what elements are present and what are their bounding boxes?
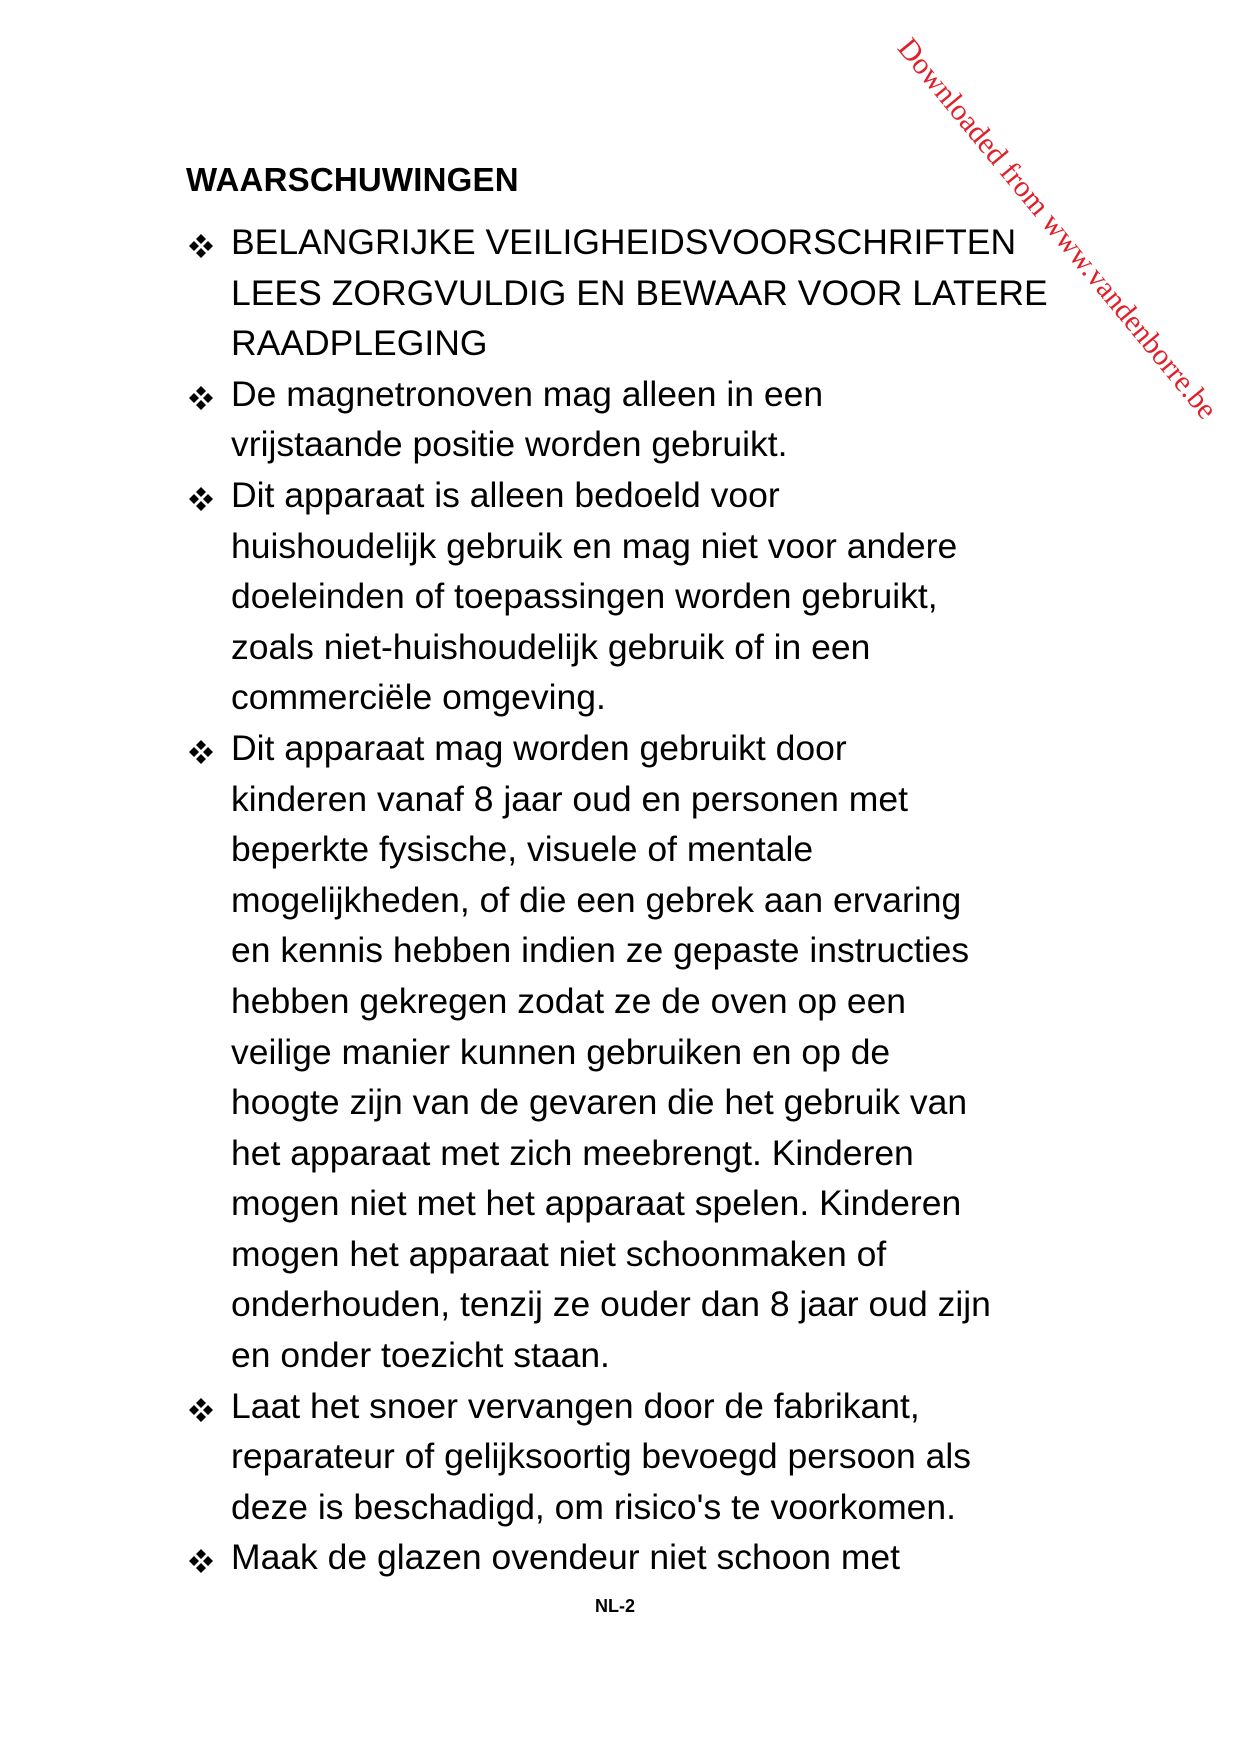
text-line: huishoudelijk gebruik en mag niet voor andere xyxy=(231,525,958,566)
text-line: veilige manier kunnen gebruiken en op de xyxy=(231,1031,891,1072)
text-line: mogen het apparaat niet schoonmaken of xyxy=(231,1233,887,1274)
four-diamond-bullet-icon xyxy=(188,385,214,411)
text-line: LEES ZORGVULDIG EN BEWAAR VOOR LATERE xyxy=(231,272,1048,313)
text-line: vrijstaande positie worden gebruikt. xyxy=(231,424,788,465)
text-line: De magnetronoven mag alleen in een xyxy=(231,373,824,414)
page-number: NL-2 xyxy=(595,1596,635,1616)
four-diamond-bullet-icon xyxy=(188,1548,214,1574)
text-line: BELANGRIJKE VEILIGHEIDSVOORSCHRIFTEN xyxy=(231,222,1017,262)
download-watermark: Downloaded from www.vandenborre.be xyxy=(891,31,1224,426)
section-title: WAARSCHUWINGEN xyxy=(186,161,519,198)
list-item xyxy=(188,1381,1048,1533)
text-line: en onder toezicht staan. xyxy=(231,1335,610,1376)
text-line: het apparaat met zich meebrengt. Kinderen xyxy=(231,1132,914,1173)
text-line: reparateur of gelijksoortig bevoegd persoon als xyxy=(231,1436,972,1477)
text-line: zoals niet-huishoudelijk gebruik of in een xyxy=(231,626,871,667)
text-line: Dit apparaat mag worden gebruikt door xyxy=(231,727,847,768)
text-line: kinderen vanaf 8 jaar oud en personen met xyxy=(231,778,908,819)
text-line: RAADPLEGING xyxy=(231,323,488,364)
text-line: commerciële omgeving. xyxy=(231,677,606,718)
four-diamond-bullet-icon xyxy=(188,1397,214,1423)
list-item xyxy=(188,217,1048,369)
four-diamond-bullet-icon xyxy=(188,739,214,765)
list-item xyxy=(188,1532,1048,1583)
four-diamond-bullet-icon xyxy=(188,486,214,512)
text-line: doeleinden of toepassingen worden gebruikt, xyxy=(231,576,938,617)
text-line: onderhouden, tenzij ze ouder dan 8 jaar oud zijn xyxy=(231,1284,991,1325)
four-diamond-bullet-icon xyxy=(188,233,214,259)
text-line: en kennis hebben indien ze gepaste instructies xyxy=(231,930,970,971)
list-item xyxy=(188,470,1048,723)
list-item xyxy=(188,723,1048,1381)
text-line: Maak de glazen ovendeur niet schoon met xyxy=(231,1537,901,1578)
text-line: beperkte fysische, visuele of mentale xyxy=(231,829,814,870)
text-line: hebben gekregen zodat ze de oven op een xyxy=(231,980,907,1021)
warning-list xyxy=(188,217,1048,1583)
text-line: Dit apparaat is alleen bedoeld voor xyxy=(231,474,780,515)
text-line: mogen niet met het apparaat spelen. Kinderen xyxy=(231,1183,962,1224)
list-item xyxy=(188,369,1048,470)
text-line: mogelijkheden, of die een gebrek aan ervaring xyxy=(231,879,962,920)
text-line: Laat het snoer vervangen door de fabrikant, xyxy=(231,1385,920,1426)
text-line: deze is beschadigd, om risico's te voorkomen. xyxy=(231,1486,957,1527)
text-line: hoogte zijn van de gevaren die het gebruik van xyxy=(231,1082,968,1123)
